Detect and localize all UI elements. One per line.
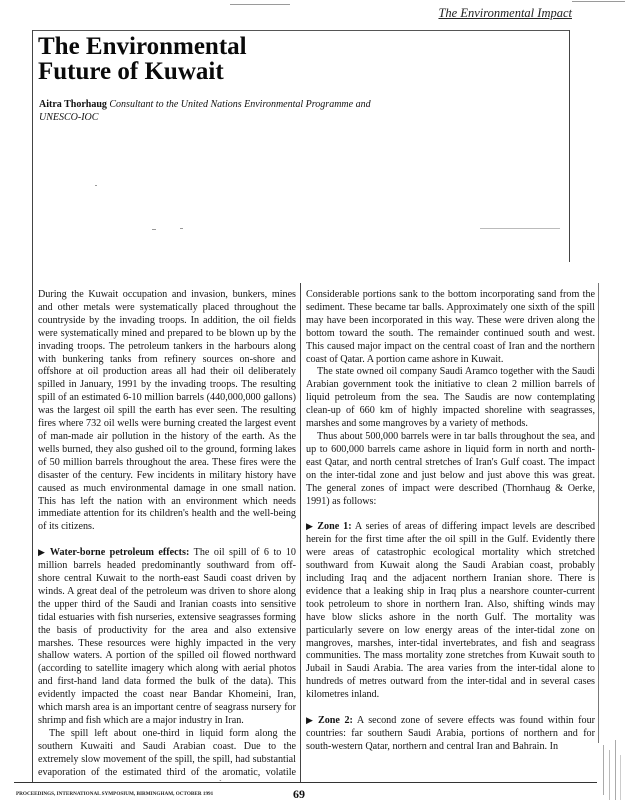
footer-proceedings: PROCEEDINGS, INTERNATIONAL SYMPOSIUM, BIRMINGHAM, OCTOBER 1991 bbox=[16, 791, 214, 797]
footer bbox=[16, 788, 316, 800]
scan-artifact-bar bbox=[615, 740, 616, 800]
scan-speck bbox=[480, 228, 560, 229]
paragraph-body: The oil spill of 6 to 10 million barrels headed predominantly southward from off-shore central Kuwait to the north-east Saudi coast driven by winds. A great deal of the petroleum was driven to shore along the upper third of the Saudi and Iranian coasts into sensitive tidal estuaries with fish nurseries, extensive seagrasses forming the basis of productivity for the area and also extensive marshes. These resources were highly impacted in the very shallow waters. A portion of the spilled oil flowed northward (according to satellite imagery which along with aerial photos and first-hand land data formed the bulk of the data). This evidently impacted the coast near Bandar Khomeini, Iran, which marsh area is an important centre of seagrass nursery for shrimp and fish which are a major industry in Iran. bbox=[38, 547, 296, 726]
paragraph: The state owned oil company Saudi Aramco together with the Saudi Arabian government took the initiative to clean 2 million barrels of liquid petroleum from the sea. The Saudis are now contemplating clean-up of 660 km of highly impacted shoreline with seagrasses, marshes and some mangroves by a variety of methods. bbox=[306, 366, 595, 430]
scan-speck bbox=[180, 228, 183, 229]
right-column-border bbox=[598, 283, 599, 743]
scan-speck bbox=[152, 229, 156, 230]
scan-speck bbox=[95, 185, 97, 186]
scan-artifact-bar bbox=[609, 750, 610, 800]
paragraph: Considerable portions sank to the bottom incorporating sand from the sediment. These became tar balls. Approximately one sixth of the spill may have been incorporated in this way. These were driven along the bottom toward the south. The remainder continued south and west. This caused major impact on the central coast of Iran and the northern coast of Qatar. A portion came ashore in Kuwait. bbox=[306, 289, 595, 365]
paragraph-body: A series of areas of differing impact levels are described herein for the first time after the oil spill in the Gulf. Evidently there were areas of catastrophic ecological mortality which stretched southward from Kuwait along the Saudi Arabian coast, probably including Iraq and the adjacent northern Iranian shore. There is evidence that a leaking ship in Iraq plus a nearshore counter-current took petroleum to shore in northern Iran. Also, shifting winds may have blow slicks ashore in the north Gulf. The mortality was particularly severe on low energy areas of the inter-tidal zone on mangroves, marshes, inter-tidal invertebrates, and fish and seagrass communities. The mass mortality zone stretches from Kuwait south to Jubail in Saudi Arabia. The area varies from the inter-tidal alone to hundreds of metres outward from the inter-tidal and in several cases kilometres inland. bbox=[306, 521, 595, 701]
subhead: Water-borne petroleum effects: bbox=[49, 547, 190, 559]
left-column bbox=[38, 289, 296, 781]
right-column bbox=[306, 289, 595, 754]
page-left-border bbox=[32, 30, 33, 782]
paragraph-with-subhead bbox=[306, 520, 595, 702]
scan-artifact-line bbox=[230, 4, 290, 5]
author-affiliation: Consultant to the United Nations Environmental Programme and UNESCO-IOC bbox=[39, 99, 371, 123]
page-number: 69 bbox=[293, 787, 305, 801]
paragraph-body: A second zone of severe effects was found within four countries: far southern Saudi Arabia, portions of northern and for south-western Qatar, northern and central Iran and Bahrain. In bbox=[306, 715, 595, 752]
scan-artifact-bar bbox=[603, 745, 604, 795]
scan-artifact-line bbox=[572, 1, 625, 2]
title-box-top-border bbox=[32, 30, 569, 31]
byline bbox=[39, 98, 399, 124]
title-line-1: The Environmental bbox=[38, 33, 247, 60]
subhead: Zone 1: bbox=[317, 521, 352, 533]
running-head: The Environmental Impact bbox=[438, 6, 572, 20]
title-box-right-border bbox=[569, 30, 570, 262]
bullet-triangle-icon: ▶ bbox=[306, 521, 315, 532]
column-divider bbox=[300, 283, 301, 782]
subhead: Zone 2: bbox=[317, 715, 353, 727]
paragraph: Thus about 500,000 barrels were in tar balls throughout the sea, and up to 600,000 barrels came ashore in liquid form in north and north-east Qatar, and north central stretches of Iran's Gulf coast. The impact on the inter-tidal zone and just below and just above this was great. The general zones of impact were described (Thornhaug & Oerke, 1991) as follows: bbox=[306, 430, 595, 507]
article-title bbox=[38, 34, 247, 84]
scan-artifact-bar bbox=[620, 755, 621, 800]
paragraph-with-subhead bbox=[306, 714, 595, 754]
page-bottom-border bbox=[14, 782, 597, 783]
title-line-2: Future of Kuwait bbox=[38, 58, 224, 85]
paragraph-with-subhead bbox=[38, 546, 296, 728]
paragraph: During the Kuwait occupation and invasion, bunkers, mines and other metals were systematically placed throughout the countryside by the invading troops. In addition, the oil fields were systematically mined and prepared to be blown up by the invading troops. The petroleum tankers in the harbours along with bunkering tanks from refinery sources on-shore and offshore at oil production areas all had their oil deliberately spilled in January, 1991 by the invading troops. The resulting spill of an estimated 6-10 million barrels (440,000,000 gallons) was the largest oil spill the earth has ever seen. The resulting fires where 732 oil wells were burning created the largest event of man-made air pollution in the history of the earth. As the wells burned, they also gushed oil to the ground, forming lakes of 50 million barrels throughout the area. These fires were the disaster of the century. Few incidents in military history have caused as much environmental damage in one small nation. This has left the nation with an environment which needs immediate attention for its children's health and the well-being of its citizens. bbox=[38, 289, 296, 533]
bullet-triangle-icon: ▶ bbox=[306, 715, 315, 726]
paragraph: The spill left about one-third in liquid form along the southern Kuwaiti and Saudi Arabian coast. Due to the extremely slow movement of the spill, the spill, had substantial evaporation of the estimated third of the aromatic, volatile bbox=[38, 727, 296, 778]
author-name: Aitra Thorhaug bbox=[39, 99, 107, 110]
bullet-triangle-icon: ▶ bbox=[38, 547, 47, 558]
